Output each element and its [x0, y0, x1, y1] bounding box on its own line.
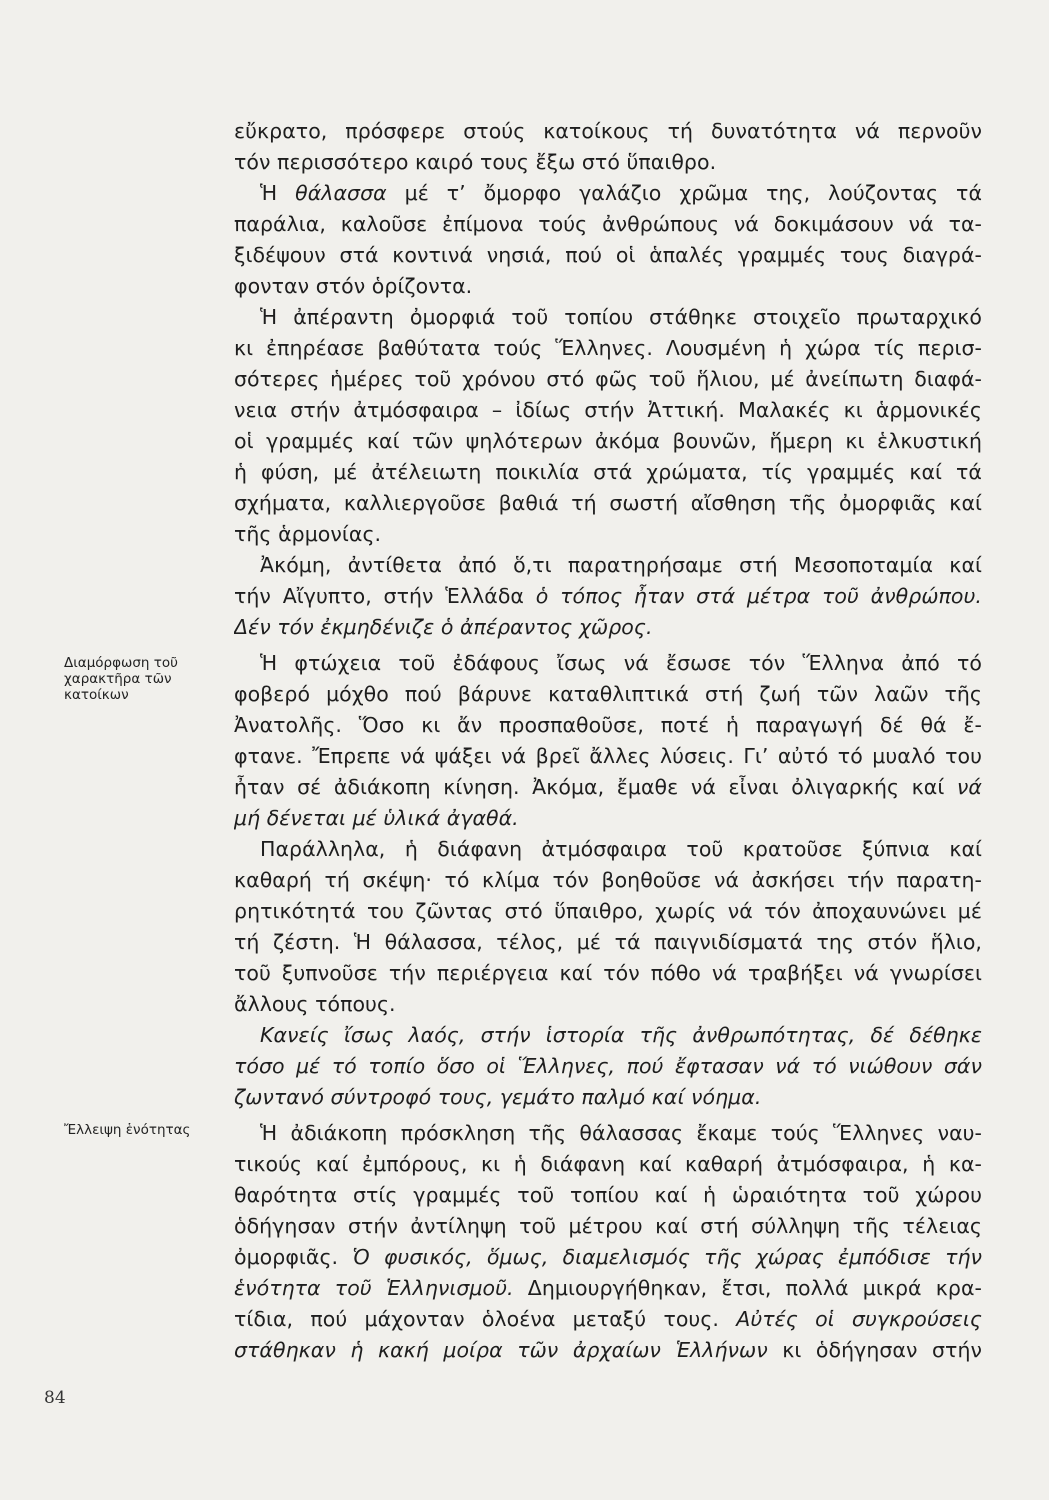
text-line: ἑνότητα τοῦ Ἑλληνισμοῦ. Δημιουργήθηκαν, ἔτσι, πολλά μικρά κρα-	[234, 1276, 982, 1300]
text-line: οἱ γραμμές καί τῶν ψηλότερων ἀκόμα βουνῶν, ἥμερη κι ἑλκυστική	[234, 429, 982, 453]
margin-note-character: Διαμόρφωση τοῦ χαρακτῆρα τῶν κατοίκων	[64, 655, 178, 703]
text-line: κι ἐπηρέασε βαθύτατα τούς Ἕλληνες. Λουσμένη ἡ χώρα τίς περισ-	[234, 336, 982, 360]
text-line: σχήματα, καλλιεργοῦσε βαθιά τή σωστή αἴσθηση τῆς ὀμορφιᾶς καί	[234, 491, 982, 515]
text-line: σότερες ἡμέρες τοῦ χρόνου στό φῶς τοῦ ἥλιου, μέ ἀνείπωτη διαφά-	[234, 367, 982, 391]
text-line: νεια στήν ἀτμόσφαιρα – ἰδίως στήν Ἀττική. Μαλακές κι ἁρμονικές	[234, 398, 982, 422]
text-line: ἦταν σέ ἀδιάκοπη κίνηση. Ἀκόμα, ἔμαθε νά εἶναι ὀλιγαρκής καί νά	[234, 775, 982, 799]
text-line: ὀμορφιᾶς. Ὁ φυσικός, ὅμως, διαμελισμός τῆς χώρας ἐμπόδισε τήν	[234, 1245, 982, 1269]
text-line: τῆς ἁρμονίας.	[234, 522, 382, 546]
text-line: παράλια, καλοῦσε ἐπίμονα τούς ἀνθρώπους νά δοκιμάσουν νά τα-	[234, 212, 982, 236]
text-block-2	[234, 648, 982, 1113]
text-line: Ἡ ἀπέραντη ὀμορφιά τοῦ τοπίου στάθηκε στοιχεῖο πρωταρχικό	[260, 305, 982, 329]
margin-note-unity: Ἔλλειψη ἑνότητας	[64, 1122, 191, 1138]
text-line: ζωντανό σύντροφό τους, γεμάτο παλμό καί νόημα.	[234, 1085, 762, 1109]
text-line: Ἡ θάλασσα μέ τ’ ὄμορφο γαλάζιο χρῶμα της, λούζοντας τά	[260, 181, 982, 205]
text-line: Ἀκόμη, ἀντίθετα ἀπό ὅ,τι παρατηρήσαμε στή Μεσοποταμία καί	[260, 553, 982, 577]
text-line: μή δένεται μέ ὑλικά ἀγαθά.	[234, 806, 519, 830]
text-line: ξιδέψουν στά κοντινά νησιά, πού οἱ ἁπαλές γραμμές τους διαγρά-	[234, 243, 982, 267]
text-line: ὁδήγησαν στήν ἀντίληψη τοῦ μέτρου καί στή σύλληψη τῆς τέλειας	[234, 1214, 982, 1238]
text-line: τήν Αἴγυπτο, στήν Ἑλλάδα ὁ τόπος ἦταν στά μέτρα τοῦ ἀνθρώπου.	[234, 584, 982, 608]
text-line: τίδια, πού μάχονταν ὁλοένα μεταξύ τους. Αὐτές οἱ συγκρούσεις	[234, 1307, 982, 1331]
text-line: φοβερό μόχθο πού βάρυνε καταθλιπτικά στή ζωή τῶν λαῶν τῆς	[234, 682, 982, 706]
text-line: Ἀνατολῆς. Ὅσο κι ἄν προσπαθοῦσε, ποτέ ἡ παραγωγή δέ θά ἔ-	[234, 713, 982, 737]
text-line: ρητικότητά του ζῶντας στό ὕπαιθρο, χωρίς νά τόν ἀποχαυνώνει μέ	[234, 899, 982, 923]
text-line: φτανε. Ἔπρεπε νά ψάξει νά βρεῖ ἄλλες λύσεις. Γι’ αὐτό τό μυαλό του	[234, 744, 982, 768]
text-block-1	[234, 116, 982, 643]
text-block-3	[234, 1118, 982, 1366]
text-line: θαρότητα στίς γραμμές τοῦ τοπίου καί ἡ ὡραιότητα τοῦ χώρου	[234, 1183, 982, 1207]
text-line: ἄλλους τόπους.	[234, 992, 396, 1016]
text-line: στάθηκαν ἡ κακή μοίρα τῶν ἀρχαίων Ἑλλήνων κι ὁδήγησαν στήν	[234, 1338, 982, 1362]
page-number: 84	[44, 1388, 66, 1408]
text-line: Δέν τόν ἐκμηδένιζε ὁ ἀπέραντος χῶρος.	[234, 615, 653, 639]
text-line: Κανείς ἴσως λαός, στήν ἱστορία τῆς ἀνθρωπότητας, δέ δέθηκε	[260, 1023, 982, 1047]
text-line: εὔκρατο, πρόσφερε στούς κατοίκους τή δυνατότητα νά περνοῦν	[234, 119, 982, 143]
text-line: τόν περισσότερο καιρό τους ἔξω στό ὕπαιθρο.	[234, 150, 717, 174]
text-line: φονταν στόν ὁρίζοντα.	[234, 274, 473, 298]
text-line: ἡ φύση, μέ ἀτέλειωτη ποικιλία στά χρώματα, τίς γραμμές καί τά	[234, 460, 982, 484]
text-line: τικούς καί ἐμπόρους, κι ἡ διάφανη καί καθαρή ἀτμόσφαιρα, ἡ κα-	[234, 1152, 982, 1176]
text-line: τοῦ ξυπνοῦσε τήν περιέργεια καί τόν πόθο νά τραβήξει νά γνωρίσει	[234, 961, 982, 985]
text-line: Ἡ ἀδιάκοπη πρόσκληση τῆς θάλασσας ἔκαμε τούς Ἕλληνες ναυ-	[260, 1121, 982, 1145]
text-line: Παράλληλα, ἡ διάφανη ἀτμόσφαιρα τοῦ κρατοῦσε ξύπνια καί	[260, 837, 982, 861]
text-line: Ἡ φτώχεια τοῦ ἐδάφους ἴσως νά ἔσωσε τόν Ἕλληνα ἀπό τό	[260, 651, 982, 675]
text-line: τή ζέστη. Ἡ θάλασσα, τέλος, μέ τά παιγνιδίσματά της στόν ἥλιο,	[234, 930, 982, 954]
text-line: καθαρή τή σκέψη· τό κλίμα τόν βοηθοῦσε νά ἀσκήσει τήν παρατη-	[234, 868, 982, 892]
text-line: τόσο μέ τό τοπίο ὅσο οἱ Ἕλληνες, πού ἔφτασαν νά τό νιώθουν σάν	[234, 1054, 982, 1078]
